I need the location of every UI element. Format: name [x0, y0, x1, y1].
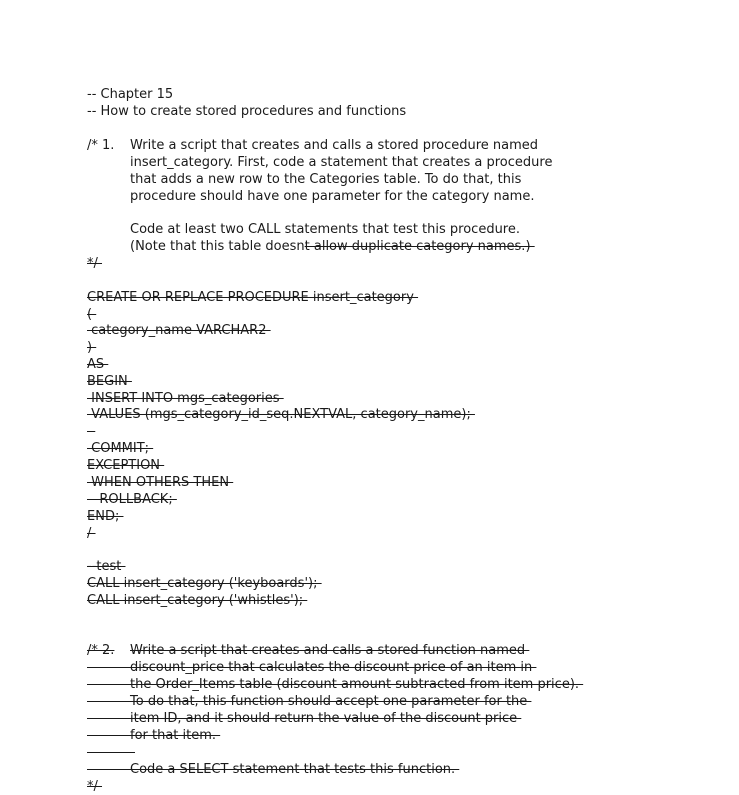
strike-indent-rule: [87, 718, 130, 719]
strike-indent-rule: [87, 684, 130, 685]
test-line: CALL insert_category ('keyboards');: [87, 576, 322, 591]
test-line: CALL insert_category ('whistles');: [87, 593, 308, 608]
strike-blank-rule: [87, 752, 135, 753]
code-line: AS: [87, 357, 109, 372]
exercise2-text-line: To do that, this function should accept one parameter for the: [130, 694, 532, 709]
strike-indent-rule: [87, 769, 130, 770]
code-line: category_name VARCHAR2: [87, 323, 271, 338]
chapter-heading: -- Chapter 15: [87, 87, 174, 102]
code-line: VALUES (mgs_category_id_seq.NEXTVAL, category_name);: [87, 407, 475, 422]
exercise1-comment-close: */: [87, 256, 103, 271]
test-line: --test: [87, 559, 126, 574]
exercise2-text-line: discount_price that calculates the discount price of an item in: [130, 660, 537, 675]
code-line: INSERT INTO mgs_categories: [87, 391, 284, 406]
exercise2-comment-close: */: [87, 779, 103, 794]
code-line: [87, 423, 95, 440]
chapter-subheading: -- How to create stored procedures and functions: [87, 104, 407, 119]
exercise1-text-line: Write a script that creates and calls a stored procedure named: [130, 138, 539, 153]
exercise1-note-struck: t allow duplicate category names.): [304, 239, 535, 254]
code-line: COMMIT;: [87, 441, 154, 456]
exercise1-note: [130, 238, 535, 255]
exercise1-note-plain: (Note that this table doesn: [130, 239, 305, 254]
exercise2-test-instruction: Code a SELECT statement that tests this function.: [130, 762, 460, 777]
code-line: /: [87, 526, 96, 541]
code-line: ROLLBACK;: [87, 492, 177, 507]
exercise1-text-line: insert_category. First, code a statement that creates a procedure: [130, 155, 553, 170]
exercise2-marker: /* 2.: [87, 643, 115, 658]
exercise2-text-line: the Order_Items table (discount amount subtracted from item price).: [130, 677, 584, 692]
exercise2-text-line: Write a script that creates and calls a stored function named: [130, 643, 530, 658]
exercise1-text-line: procedure should have one parameter for the category name.: [130, 189, 535, 204]
code-line: END;: [87, 509, 124, 524]
code-line: (: [87, 307, 97, 322]
exercise1-text-line: that adds a new row to the Categories table. To do that, this: [130, 172, 522, 187]
code-line: EXCEPTION: [87, 458, 165, 473]
code-line: CREATE OR REPLACE PROCEDURE insert_category: [87, 290, 419, 305]
exercise1-marker: /* 1.: [87, 138, 115, 153]
code-line: WHEN OTHERS THEN: [87, 475, 234, 490]
exercise2-text-line: item ID, and it should return the value of the discount price: [130, 711, 522, 726]
code-line: BEGIN: [87, 374, 132, 389]
exercise2-text-line: for that item.: [130, 728, 221, 743]
strike-indent-rule: [87, 667, 130, 668]
strike-indent-rule: [87, 735, 130, 736]
exercise1-test-instruction: Code at least two CALL statements that test this procedure.: [130, 222, 520, 237]
strike-indent-rule: [87, 701, 130, 702]
code-line: ): [87, 340, 97, 355]
